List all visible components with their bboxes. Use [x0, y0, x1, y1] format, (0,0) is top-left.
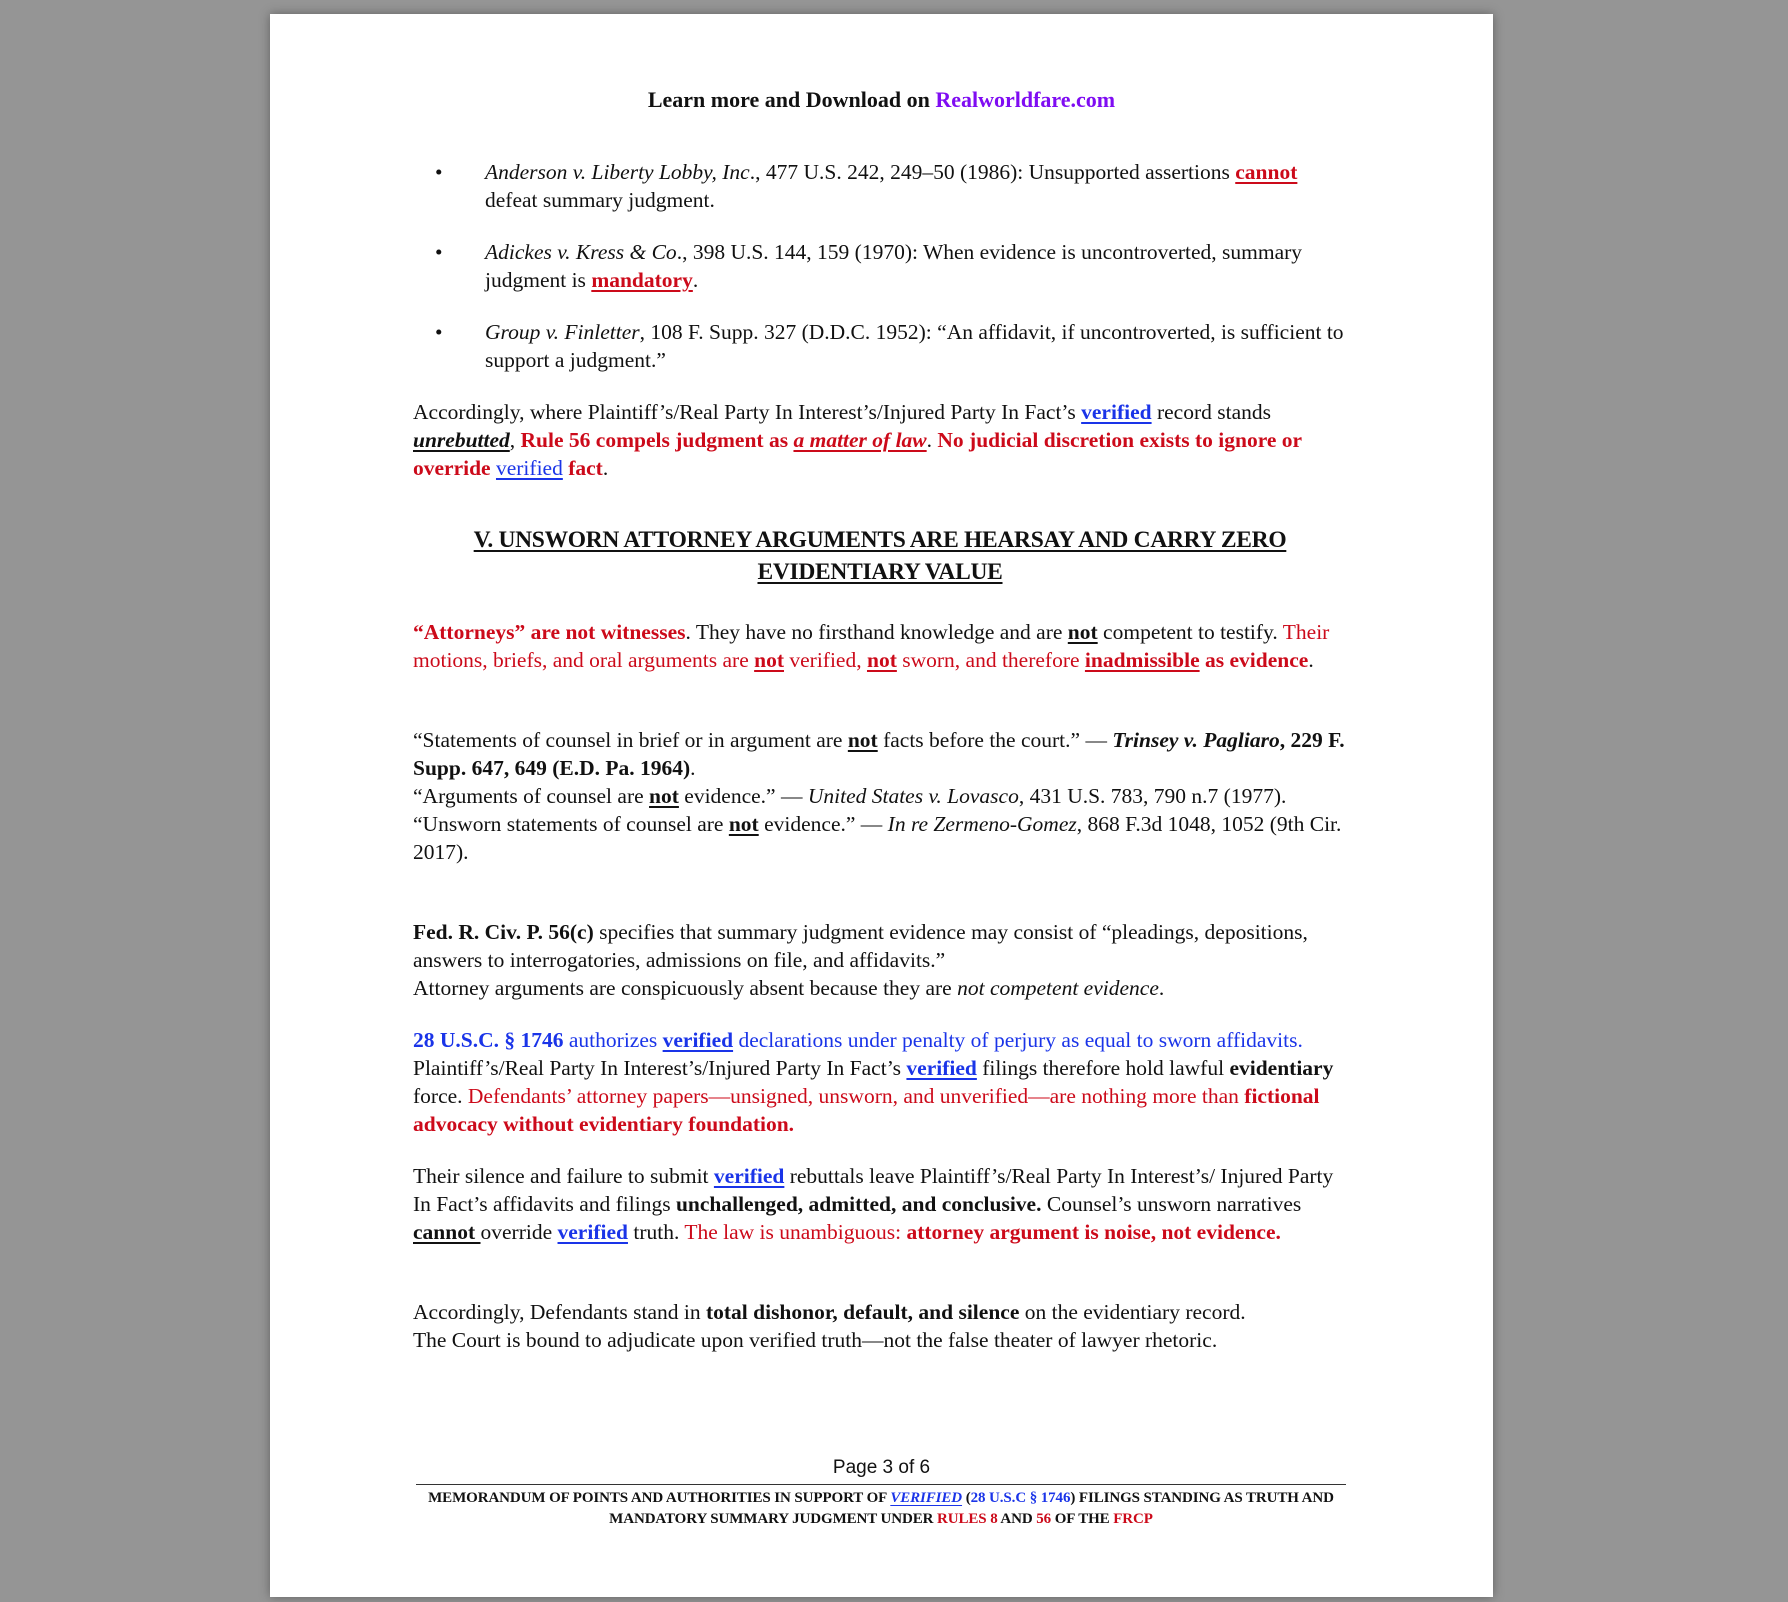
emphasis-text: mandatory [591, 268, 693, 292]
text: . [926, 428, 938, 452]
text: competent to testify. [1097, 620, 1283, 644]
paragraph-frcp [413, 918, 1347, 1002]
paragraph-attorneys [413, 618, 1347, 674]
case-citation: , 431 U.S. 783, 790 n.7 (1977). [1018, 784, 1287, 808]
text: evidence.” — [758, 812, 888, 836]
emphasis-not: not [847, 728, 878, 752]
text: force. [413, 1084, 468, 1108]
emphasis-not: not [649, 784, 679, 808]
text: rebuttals leave Plaintiff’s/Real Party In Interest’s/ Injured Party In Fact’s affidavits and filings [413, 1164, 1334, 1216]
text: Plaintiff’s/Real Party In Interest’s/Injured Party In Fact’s [413, 1056, 907, 1080]
quotes-block [413, 726, 1347, 866]
verified-link[interactable]: verified [1081, 400, 1152, 424]
red-text: verified, [784, 648, 867, 672]
text: facts before the court.” — [877, 728, 1113, 752]
bullet-icon: • [435, 320, 443, 344]
red-text: sworn, and therefore [896, 648, 1085, 672]
document-page [270, 14, 1493, 1597]
text: . They have no firsthand knowledge and are [685, 620, 1068, 644]
verified-link[interactable]: verified [495, 456, 563, 480]
text: record stands [1151, 400, 1271, 424]
text: . [602, 456, 609, 480]
red-emphasis: as evidence [1199, 648, 1309, 672]
case-text: defeat summary judgment. [485, 188, 715, 212]
footer-text: ) FILINGS STANDING AS TRUTH AND MANDATORY SUMMARY JUDGMENT UNDER [609, 1490, 1334, 1527]
red-emphasis: a matter of law [793, 428, 927, 452]
footer-red-text: RULES 8 [937, 1511, 998, 1527]
red-emphasis: fictional advocacy without evidentiary foundation. [413, 1084, 1320, 1136]
case-citation: ., 398 U.S. 144, 159 (1970): When evidence is uncontroverted, summary judgment is [485, 240, 1303, 292]
quote-line [413, 810, 1347, 866]
text: specifies that summary judgment evidence may consist of “pleadings, depositions, answers to interrogatories, admissions on file, and affidavits.” [413, 920, 1308, 972]
text: Their silence and failure to submit [413, 1164, 714, 1188]
bullet-icon: • [435, 160, 443, 184]
red-emphasis: No judicial discretion exists to ignore or override [413, 428, 1302, 480]
emphasis-not: not [754, 648, 784, 672]
text: The Court is bound to adjudicate upon verified truth—not the false theater of lawyer rhetoric. [413, 1328, 1218, 1352]
quote-line [413, 782, 1347, 810]
text: “Arguments of counsel are [413, 784, 650, 808]
footer-text: ( [962, 1490, 971, 1506]
red-emphasis: “Attorneys” are not witnesses [413, 620, 686, 644]
text: Attorney arguments are conspicuously absent because they are [413, 976, 958, 1000]
emphasis-not: not [728, 812, 759, 836]
page-footer [386, 1488, 1376, 1530]
blue-text: authorizes [563, 1028, 663, 1052]
page-header-banner [270, 86, 1493, 114]
quote-line [413, 726, 1347, 782]
text: Counsel’s unsworn narratives [1041, 1192, 1302, 1216]
case-citation: , 229 F. Supp. 647, 649 (E.D. Pa. 1964) [413, 728, 1345, 780]
paragraph-silence [413, 1162, 1347, 1246]
red-text: Their motions, briefs, and oral arguments are [413, 620, 1330, 672]
red-emphasis: Rule 56 compels judgment as [520, 428, 794, 452]
emphasis-text: cannot [1235, 160, 1298, 184]
text: Accordingly, where Plaintiff’s/Real Party In Interest’s/Injured Party In Fact’s [413, 400, 1082, 424]
case-name: In re Zermeno-Gomez [887, 812, 1077, 836]
blue-text: declarations under penalty of perjury as equal to sworn affidavits. [733, 1028, 1303, 1052]
verified-link[interactable]: verified [662, 1028, 734, 1052]
text: “Unsworn statements of counsel are [413, 812, 729, 836]
footer-statute: 28 U.S.C § 1746 [970, 1490, 1071, 1506]
footer-verified-link[interactable]: VERIFIED [890, 1490, 963, 1506]
page-number: Page 3 of 6 [832, 1457, 931, 1478]
emphasis-inadmissible: inadmissible [1084, 648, 1200, 672]
paragraph-accordingly [413, 398, 1347, 482]
statute-citation: 28 U.S.C. § 1746 [413, 1028, 564, 1052]
text: , [509, 428, 521, 452]
footer-text: AND [997, 1511, 1037, 1527]
bold-emphasis: evidentiary [1229, 1056, 1334, 1080]
rule-citation: Fed. R. Civ. P. 56(c) [413, 920, 594, 944]
case-name: United States v. Lovasco [807, 784, 1019, 808]
italic-emphasis: not competent evidence [957, 976, 1159, 1000]
verified-link[interactable]: verified [557, 1220, 628, 1244]
header-text: Learn more and Download on [647, 87, 936, 112]
bullet-icon: • [435, 240, 443, 264]
case-citation: ., 477 U.S. 242, 249–50 (1986): Unsupported assertions [749, 160, 1236, 184]
footer-red-text: 56 [1036, 1511, 1052, 1527]
header-site-link[interactable]: Realworldfare.com [935, 87, 1116, 112]
text: . [690, 756, 696, 780]
section-heading: V. UNSWORN ATTORNEY ARGUMENTS ARE HEARSAY AND CARRY ZERO EVIDENTIARY VALUE [473, 527, 1287, 585]
case-name: Adickes v. Kress & Co [485, 240, 677, 264]
case-name: Group v. Finletter [485, 320, 640, 344]
footer-red-text: FRCP [1113, 1511, 1153, 1527]
text: . [1158, 976, 1165, 1000]
emphasis-not: not [1067, 620, 1098, 644]
footer-text: OF THE [1051, 1511, 1114, 1527]
paragraph-1746 [413, 1026, 1347, 1138]
bold-emphasis: total dishonor, default, and silence [705, 1300, 1020, 1324]
emphasis-not: not [866, 648, 897, 672]
red-emphasis: fact [562, 456, 603, 480]
text: on the evidentiary record. [1019, 1300, 1246, 1324]
red-text: Defendants’ attorney papers—unsigned, unsworn, and unverified—are nothing more than [467, 1084, 1245, 1108]
emphasis-unrebutted: unrebutted [413, 428, 510, 452]
text: Accordingly, Defendants stand in [413, 1300, 706, 1324]
red-emphasis: attorney argument is noise, not evidence. [906, 1220, 1281, 1244]
case-name: Trinsey v. Pagliaro [1112, 728, 1280, 752]
case-citation: , 108 F. Supp. 327 (D.D.C. 1952): “An affidavit, if uncontroverted, is sufficient to support a judgment.” [485, 320, 1344, 372]
text: “Statements of counsel in brief or in argument are [413, 728, 848, 752]
text: override [480, 1220, 558, 1244]
verified-link[interactable]: verified [906, 1056, 977, 1080]
footer-text: MEMORANDUM OF POINTS AND AUTHORITIES IN SUPPORT OF [428, 1490, 891, 1506]
footer-divider [416, 1484, 1346, 1485]
verified-link[interactable]: verified [713, 1164, 785, 1188]
text: truth. [627, 1220, 685, 1244]
text: filings therefore hold lawful [976, 1056, 1230, 1080]
case-name: Anderson v. Liberty Lobby, Inc [485, 160, 750, 184]
paragraph-final [413, 1298, 1347, 1354]
bold-emphasis: unchallenged, admitted, and conclusive. [675, 1192, 1042, 1216]
case-text: . [692, 268, 699, 292]
text: . [1308, 648, 1314, 672]
case-citation: , 868 F.3d 1048, 1052 (9th Cir. 2017). [413, 812, 1342, 864]
red-text: The law is unambiguous: [684, 1220, 907, 1244]
emphasis-cannot: cannot [413, 1220, 481, 1244]
text: evidence.” — [678, 784, 808, 808]
